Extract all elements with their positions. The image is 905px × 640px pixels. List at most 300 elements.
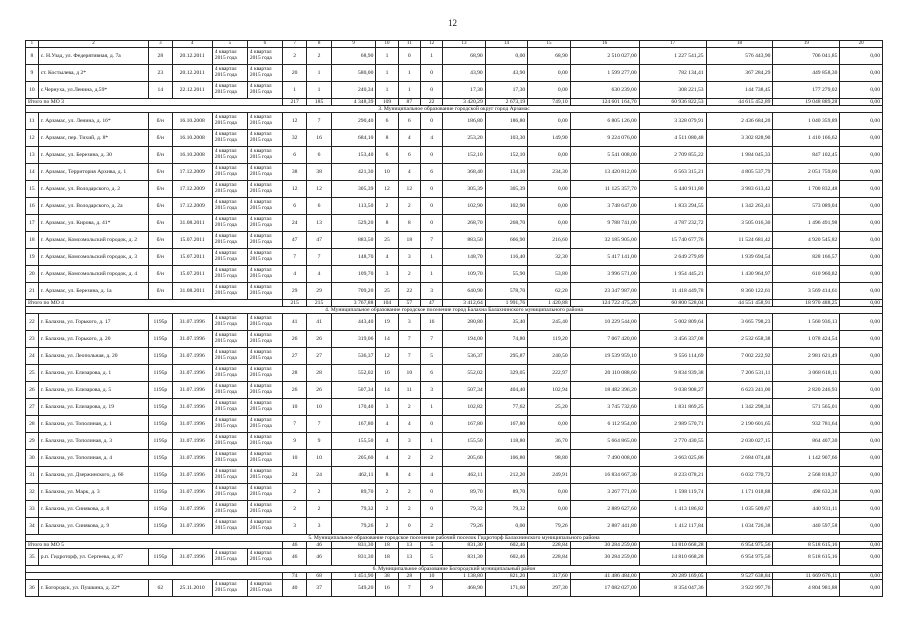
value-c17: 11 418 449,78 — [639, 283, 706, 300]
value-c13: 280,80 — [443, 314, 485, 331]
value-c18: 6 623 241,00 — [706, 382, 773, 399]
quarter-year: 2015 года — [214, 120, 237, 126]
quarter-cell — [247, 147, 282, 164]
value-c10: 19 — [376, 314, 398, 331]
row-number: 15 — [26, 181, 39, 198]
value-c20: 0,00 — [840, 82, 883, 99]
value-c10: 1 — [376, 48, 398, 65]
act-number: б/н — [149, 147, 172, 164]
value-c15: 0,00 — [528, 198, 570, 215]
value-c18: 3 302 828,90 — [706, 130, 773, 147]
quarter-line: 4 квартал — [249, 332, 272, 339]
table-row — [26, 164, 883, 181]
column-number: 10 — [376, 41, 398, 48]
value-c7: 10 — [282, 399, 306, 416]
value-c17: 5 002 809,64 — [639, 314, 706, 331]
quarter-year: 2015 года — [214, 55, 237, 61]
value-c18: 3 922 997,76 — [706, 580, 773, 597]
value-c19: 1 496 491,98 — [773, 215, 840, 232]
value-c12: 9 — [420, 580, 442, 597]
row-number: 12 — [26, 130, 39, 147]
value-c16: 9 224 076,00 — [570, 130, 639, 147]
value-c15: 240,50 — [528, 348, 570, 365]
value-c11: 4 — [398, 416, 420, 433]
total-c10: 18 — [376, 542, 398, 549]
quarter-line: 4 квартал — [214, 49, 237, 56]
quarter-year: 2015 года — [249, 440, 272, 446]
quarter-year: 2015 года — [214, 389, 237, 395]
row-number: 11 — [26, 113, 39, 130]
value-c17: 15 740 677,76 — [639, 232, 706, 249]
total-c11: 57 — [398, 300, 420, 307]
value-c11: 22 — [398, 283, 420, 300]
act-date: 20.12.2011 — [172, 48, 212, 65]
value-c9: 552,02 — [331, 365, 376, 382]
value-c7: 24 — [282, 467, 306, 484]
value-c11: 11 — [398, 382, 420, 399]
value-c8: 37 — [307, 580, 331, 597]
value-c14: 171,60 — [485, 580, 527, 597]
quarter-year: 2015 года — [249, 120, 272, 126]
value-c9: 109,70 — [331, 266, 376, 283]
value-c17: 1 831 869,25 — [639, 399, 706, 416]
value-c17: 782 134,41 — [639, 65, 706, 82]
section-title: 5. Муниципальное образование городское поселение рабочий поселок Гидроторф Балахнинского муниципального района — [26, 535, 883, 542]
address-cell: г. Арзамас, Комсомольский городок, д. 4 — [38, 266, 148, 283]
row-number: 26 — [26, 382, 39, 399]
table-row — [26, 198, 883, 215]
value-c8: 27 — [307, 348, 331, 365]
act-number: б/н — [149, 181, 172, 198]
value-c12: 1 — [420, 266, 442, 283]
value-c16: 7 067 420,00 — [570, 331, 639, 348]
quarter-cell — [247, 48, 282, 65]
table-row — [26, 331, 883, 348]
quarter-cell — [212, 399, 247, 416]
total-c16: 41 486 484,00 — [570, 573, 639, 580]
quarter-cell — [212, 580, 247, 597]
value-c10: 4 — [376, 433, 398, 450]
value-c18: 1 342 298,34 — [706, 399, 773, 416]
quarter-cell — [247, 65, 282, 82]
total-c14: 2 673,19 — [485, 99, 527, 106]
total-c15: 749,10 — [528, 99, 570, 106]
quarter-year: 2015 года — [249, 290, 272, 296]
table-row — [26, 181, 883, 198]
value-c17: 1 954 445,21 — [639, 266, 706, 283]
table-row — [26, 130, 883, 147]
value-c7: 3 — [282, 518, 306, 535]
quarter-year: 2015 года — [214, 171, 237, 177]
column-number: 15 — [528, 41, 570, 48]
value-c14: 118,80 — [485, 433, 527, 450]
value-c11: 4 — [398, 164, 420, 181]
value-c17: 6 563 315,21 — [639, 164, 706, 181]
row-number: 16 — [26, 198, 39, 215]
total-c11: 13 — [398, 542, 420, 549]
column-number: 9 — [331, 41, 376, 48]
value-c14: 186,80 — [485, 113, 527, 130]
quarter-year: 2015 года — [214, 205, 237, 211]
row-number: 20 — [26, 266, 39, 283]
table-row — [26, 348, 883, 365]
value-c14: 152,10 — [485, 147, 527, 164]
value-c9: 68,90 — [331, 48, 376, 65]
value-c7: 2 — [282, 484, 306, 501]
value-c7: 24 — [282, 215, 306, 232]
quarter-cell — [212, 467, 247, 484]
value-c9: 319,06 — [331, 331, 376, 348]
value-c19: 573 089,04 — [773, 198, 840, 215]
value-c18: 367 284,29 — [706, 65, 773, 82]
table-row — [26, 450, 883, 467]
total-c20: 0,00 — [840, 99, 883, 106]
value-c17: 8 233 078,21 — [639, 467, 706, 484]
value-c16: 3 748 647,00 — [570, 198, 639, 215]
total-c15: 1 420,88 — [528, 300, 570, 307]
value-c9: 205,60 — [331, 450, 376, 467]
total-c14: 1 991,76 — [485, 300, 527, 307]
total-row — [26, 99, 883, 106]
quarter-year: 2015 года — [249, 423, 272, 429]
quarter-year: 2015 года — [214, 372, 237, 378]
section-title-row — [26, 307, 883, 314]
value-c7: 29 — [282, 283, 306, 300]
total-c17: 60 936 822,53 — [639, 99, 706, 106]
row-number: 30 — [26, 450, 39, 467]
value-c10: 16 — [376, 580, 398, 597]
value-c14: 17,30 — [485, 82, 527, 99]
quarter-cell — [212, 147, 247, 164]
value-c9: 507,34 — [331, 382, 376, 399]
total-c17: 60 800 528,04 — [639, 300, 706, 307]
value-c20: 0,00 — [840, 382, 883, 399]
row-number: 18 — [26, 232, 39, 249]
value-c14: 106,80 — [485, 450, 527, 467]
value-c14: 404,40 — [485, 382, 527, 399]
value-c18: 1 939 694,54 — [706, 249, 773, 266]
value-c9: 89,70 — [331, 484, 376, 501]
address-cell: г. Балахна, ул. Горького, д. 17 — [38, 314, 148, 331]
quarter-year: 2015 года — [249, 89, 272, 95]
act-date: 31.07.1996 — [172, 365, 212, 382]
value-c8: 13 — [307, 215, 331, 232]
quarter-line: 4 квартал — [249, 502, 272, 509]
quarter-line: 4 квартал — [214, 216, 237, 223]
total-c10: 38 — [376, 573, 398, 580]
quarter-line: 4 квартал — [249, 417, 272, 424]
total-c12: 10 — [420, 573, 442, 580]
value-c8: 6 — [307, 147, 331, 164]
value-c13: 155,50 — [443, 433, 485, 450]
row-number: 23 — [26, 331, 39, 348]
table-row — [26, 501, 883, 518]
address-cell: г. Арзамас, ул. Березина, д. 1а — [38, 283, 148, 300]
total-c11: 87 — [398, 99, 420, 106]
value-c13: 507,34 — [443, 382, 485, 399]
quarter-line: 4 квартал — [214, 83, 237, 90]
total-c13: 831,30 — [443, 542, 485, 549]
value-c19: 610 960,82 — [773, 266, 840, 283]
value-c9: 462,11 — [331, 467, 376, 484]
quarter-line: 4 квартал — [249, 383, 272, 390]
table-row — [26, 147, 883, 164]
value-c18: 2 190 601,65 — [706, 416, 773, 433]
value-c11: 8 — [398, 215, 420, 232]
quarter-cell — [212, 130, 247, 147]
value-c20: 0,00 — [840, 416, 883, 433]
value-c19: 706 041,85 — [773, 48, 840, 65]
quarter-line: 4 квартал — [214, 284, 237, 291]
value-c11: 12 — [398, 181, 420, 198]
quarter-year: 2015 года — [214, 457, 237, 463]
value-c12: 3 — [420, 283, 442, 300]
table-row — [26, 467, 883, 484]
table-row — [26, 518, 883, 535]
address-cell: с.Чернуха, ул.Ленина, д.59* — [38, 82, 148, 99]
address-cell: г. Балахна, ул. Синякова, д. 8 — [38, 501, 148, 518]
value-c15: 0,00 — [528, 181, 570, 198]
row-number: 22 — [26, 314, 39, 331]
quarter-year: 2015 года — [249, 256, 272, 262]
value-c20: 0,00 — [840, 164, 883, 181]
act-date: 15.07.2011 — [172, 232, 212, 249]
quarter-line: 4 квартал — [249, 284, 272, 291]
value-c20: 0,00 — [840, 113, 883, 130]
value-c15: 0,00 — [528, 65, 570, 82]
value-c7: 7 — [282, 416, 306, 433]
quarter-line: 4 квартал — [214, 114, 237, 121]
quarter-line: 4 квартал — [214, 468, 237, 475]
value-c19: 847 102,45 — [773, 147, 840, 164]
table-row — [26, 113, 883, 130]
value-c15: 216,60 — [528, 232, 570, 249]
total-c19: 8 518 615,16 — [773, 542, 840, 549]
value-c20: 0,00 — [840, 399, 883, 416]
total-c7: 74 — [282, 573, 306, 580]
value-c16: 5 664 865,00 — [570, 433, 639, 450]
quarter-year: 2015 года — [214, 137, 237, 143]
row-number: 29 — [26, 433, 39, 450]
value-c15: 222,97 — [528, 365, 570, 382]
quarter-year: 2015 года — [249, 525, 272, 531]
value-c10: 1 — [376, 65, 398, 82]
quarter-year: 2015 года — [214, 188, 237, 194]
value-c16: 16 834 667,30 — [570, 467, 639, 484]
total-c17: 20 289 169,05 — [639, 573, 706, 580]
column-number: 13 — [443, 41, 485, 48]
quarter-year: 2015 года — [214, 154, 237, 160]
value-c13: 552,02 — [443, 365, 485, 382]
act-date: 16.10.2008 — [172, 113, 212, 130]
quarter-line: 4 квартал — [214, 315, 237, 322]
quarter-cell — [212, 382, 247, 399]
value-c18: 1 430 964,97 — [706, 266, 773, 283]
row-number: 21 — [26, 283, 39, 300]
value-c12: 2 — [420, 450, 442, 467]
value-c18: 4 805 537,79 — [706, 164, 773, 181]
column-number: 7 — [282, 41, 306, 48]
value-c11: 0 — [398, 48, 420, 65]
section-title: 3. Муниципальное образование городской округ город Арзамас — [26, 106, 883, 113]
value-c13: 109,70 — [443, 266, 485, 283]
value-c17: 2 649 279,89 — [639, 249, 706, 266]
value-c9: 684,10 — [331, 130, 376, 147]
value-c19: 1 560 936,13 — [773, 314, 840, 331]
value-c10: 16 — [376, 365, 398, 382]
value-c7: 9 — [282, 433, 306, 450]
value-c9: 240,34 — [331, 82, 376, 99]
quarter-cell — [212, 331, 247, 348]
quarter-cell — [247, 580, 282, 597]
quarter-cell — [247, 331, 282, 348]
value-c15: 53,80 — [528, 266, 570, 283]
act-date: 31.07.1996 — [172, 314, 212, 331]
total-row — [26, 542, 883, 549]
value-c13: 89,70 — [443, 484, 485, 501]
value-c13: 79,26 — [443, 518, 485, 535]
section-title-row — [26, 106, 883, 113]
total-c10: 104 — [376, 300, 398, 307]
quarter-line: 4 квартал — [214, 502, 237, 509]
value-c14: 602,46 — [485, 549, 527, 566]
value-c18: 2 532 658,38 — [706, 331, 773, 348]
value-c16: 32 185 905,00 — [570, 232, 639, 249]
quarter-cell — [212, 215, 247, 232]
act-number: б/н — [149, 283, 172, 300]
quarter-cell — [247, 518, 282, 535]
address-cell: г. Арзамас, Территория Архива, д. 1 — [38, 164, 148, 181]
quarter-line: 4 квартал — [214, 550, 237, 557]
quarter-cell — [247, 365, 282, 382]
value-c19: 864 407,30 — [773, 433, 840, 450]
value-c16: 3 267 771,00 — [570, 484, 639, 501]
value-c18: 7 002 222,92 — [706, 348, 773, 365]
value-c16: 6 805 126,00 — [570, 113, 639, 130]
quarter-year: 2015 года — [214, 72, 237, 78]
total-c14: 602,46 — [485, 542, 527, 549]
act-number: 1195р — [149, 467, 172, 484]
value-c14: 329,05 — [485, 365, 527, 382]
value-c11: 7 — [398, 331, 420, 348]
act-number: б/н — [149, 164, 172, 181]
quarter-year: 2015 года — [249, 508, 272, 514]
address-cell: г. Балахна, ул. Синякова, д. 9 — [38, 518, 148, 535]
act-date: 31.07.1996 — [172, 382, 212, 399]
value-c9: 170,40 — [331, 399, 376, 416]
total-label: Итого по МО 3 — [26, 99, 283, 106]
row-number: 28 — [26, 416, 39, 433]
value-c18: 1 034 726,38 — [706, 518, 773, 535]
value-c11: 2 — [398, 484, 420, 501]
value-c7: 28 — [282, 365, 306, 382]
value-c15: 245,40 — [528, 314, 570, 331]
act-number: б/н — [149, 130, 172, 147]
address-cell: г. Балахна, ул. Тополиная, д. 1 — [38, 416, 148, 433]
quarter-cell — [212, 450, 247, 467]
quarter-cell — [247, 348, 282, 365]
total-c9: 3 767,88 — [331, 300, 376, 307]
total-row — [26, 573, 883, 580]
table-row — [26, 65, 883, 82]
total-label: Итого по МО 4 — [26, 300, 283, 307]
total-c20: 0,00 — [840, 542, 883, 549]
act-number: 1195р — [149, 518, 172, 535]
quarter-year: 2015 года — [249, 491, 272, 497]
value-c13: 17,30 — [443, 82, 485, 99]
value-c15: 149,90 — [528, 130, 570, 147]
value-c15: 249,91 — [528, 467, 570, 484]
value-c12: 1 — [420, 48, 442, 65]
value-c8: 2 — [307, 484, 331, 501]
value-c13: 102,90 — [443, 198, 485, 215]
total-c17: 14 810 668,28 — [639, 542, 706, 549]
value-c11: 2 — [398, 198, 420, 215]
value-c10: 14 — [376, 382, 398, 399]
act-number: 1195р — [149, 365, 172, 382]
value-c8: 26 — [307, 331, 331, 348]
value-c9: 79,26 — [331, 518, 376, 535]
quarter-line: 4 квартал — [214, 66, 237, 73]
value-c10: 8 — [376, 130, 398, 147]
quarter-cell — [247, 467, 282, 484]
address-cell: г. Арзамас, ул. Володарского, д. 2а — [38, 198, 148, 215]
quarter-cell — [247, 382, 282, 399]
quarter-line: 4 квартал — [214, 519, 237, 526]
value-c11: 4 — [398, 467, 420, 484]
row-number: 33 — [26, 501, 39, 518]
total-c18: 44 551 458,91 — [706, 300, 773, 307]
quarter-line: 4 квартал — [214, 267, 237, 274]
value-c16: 18 482 396,20 — [570, 382, 639, 399]
value-c13: 186,80 — [443, 113, 485, 130]
total-c9: 4 348,39 — [331, 99, 376, 106]
total-c8: 215 — [307, 300, 331, 307]
value-c13: 268,70 — [443, 215, 485, 232]
quarter-year: 2015 года — [249, 457, 272, 463]
value-c11: 10 — [398, 365, 420, 382]
value-c19: 2 051 759,00 — [773, 164, 840, 181]
value-c17: 4 787 232,72 — [639, 215, 706, 232]
value-c12: 7 — [420, 232, 442, 249]
value-c16: 3 745 732,60 — [570, 399, 639, 416]
value-c20: 0,00 — [840, 450, 883, 467]
value-c17: 2 989 570,71 — [639, 416, 706, 433]
value-c10: 4 — [376, 450, 398, 467]
quarter-year: 2015 года — [214, 440, 237, 446]
address-cell: г. Балахна, ул. Дзержинского, д. 66 — [38, 467, 148, 484]
value-c19: 2 981 621,49 — [773, 348, 840, 365]
row-number: 27 — [26, 399, 39, 416]
value-c11: 2 — [398, 266, 420, 283]
value-c19: 828 166,57 — [773, 249, 840, 266]
act-date: 31.07.1996 — [172, 450, 212, 467]
quarter-cell — [212, 549, 247, 566]
value-c17: 5 440 911,80 — [639, 181, 706, 198]
value-c13: 468,90 — [443, 580, 485, 597]
quarter-cell — [212, 501, 247, 518]
value-c11: 13 — [398, 549, 420, 566]
table-row — [26, 232, 883, 249]
value-c13: 167,80 — [443, 416, 485, 433]
act-number: 1195р — [149, 450, 172, 467]
table-row — [26, 399, 883, 416]
act-number: 1195р — [149, 433, 172, 450]
value-c14: 74,80 — [485, 331, 527, 348]
quarter-year: 2015 года — [249, 188, 272, 194]
quarter-cell — [247, 399, 282, 416]
quarter-line: 4 квартал — [249, 485, 272, 492]
